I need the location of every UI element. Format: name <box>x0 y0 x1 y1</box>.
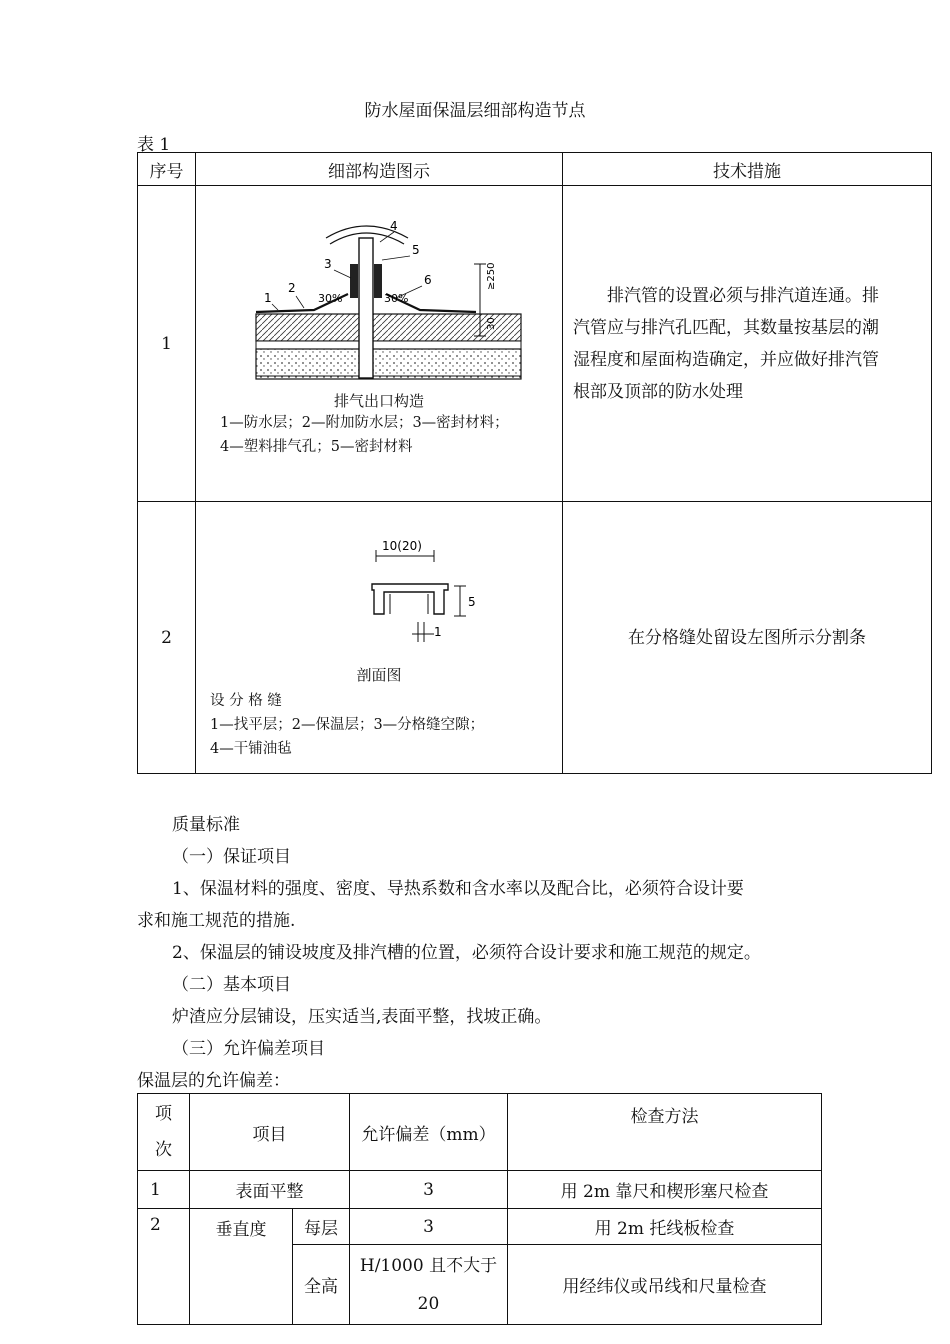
cell-tolerance: 3 <box>350 1209 508 1245</box>
cell-tolerance <box>350 1245 508 1325</box>
cell-subitem: 每层 <box>293 1209 350 1245</box>
document-title: 防水屋面保温层细部构造节点 <box>364 101 586 121</box>
header-method: 检查方法 <box>508 1094 822 1171</box>
dim-thickness: 1 <box>434 625 442 639</box>
tech-line: 湿程度和屋面构造确定，并应做好排汽管 <box>573 349 879 370</box>
callout-3: 3 <box>324 257 332 271</box>
tech-line: 在分格缝处留设左图所示分割条 <box>628 627 866 648</box>
paragraph: 2、保温层的铺设坡度及排汽槽的位置，必须符合设计要求和施工规范的规定。 <box>172 943 761 963</box>
slope-right: 30% <box>384 292 409 305</box>
tolerance-line: H/1000 且不大于 <box>359 1255 498 1276</box>
detail-table <box>137 152 932 774</box>
dim-height: 5 <box>468 595 476 609</box>
diagram-cell <box>196 502 563 774</box>
cell-method: 用 2m 托线板检查 <box>508 1209 822 1245</box>
section-heading: （一）保证项目 <box>172 847 291 867</box>
vent-outlet-diagram <box>196 186 563 388</box>
row-number: 2 <box>138 502 196 774</box>
tech-line: 排汽管的设置必须与排汽道连通。排 <box>607 285 879 306</box>
tolerance-line: 20 <box>417 1293 440 1314</box>
row-number: 1 <box>138 186 196 502</box>
header-tolerance: 允许偏差（mm） <box>350 1094 508 1171</box>
table-label: 表 1 <box>137 135 171 155</box>
legend-line: 4—干铺油毡 <box>210 741 292 757</box>
table-header-row <box>138 153 932 186</box>
cell-item: 表面平整 <box>190 1171 350 1209</box>
joint-section-diagram <box>196 502 563 652</box>
table-row <box>138 1171 822 1209</box>
callout-1: 1 <box>264 291 272 305</box>
cell-subitem: 全高 <box>293 1245 350 1325</box>
legend-line: 4—塑料排气孔；5—密封材料 <box>220 439 413 455</box>
cell-num: 1 <box>138 1171 190 1209</box>
legend-line: 1—防水层；2—附加防水层；3—密封材料； <box>220 415 509 431</box>
tech-measure-cell <box>563 502 932 774</box>
cell-method: 用 2m 靠尺和楔形塞尺检查 <box>508 1171 822 1209</box>
table-row <box>138 186 932 502</box>
quality-heading: 质量标准 <box>172 815 240 835</box>
header-tech: 技术措施 <box>563 153 932 186</box>
header-num-line: 次 <box>155 1140 172 1160</box>
section-heading: （二）基本项目 <box>172 975 291 995</box>
diagram-caption: 剖面图 <box>356 666 402 684</box>
slope-left: 30% <box>318 292 343 305</box>
callout-4: 4 <box>390 219 398 233</box>
diagram-title-line: 设 分 格 缝 <box>210 693 282 709</box>
dim-30: 30 <box>486 317 497 330</box>
table-row <box>138 502 932 774</box>
tolerance-table <box>137 1093 822 1325</box>
diagram-cell <box>196 186 563 502</box>
table-intro: 保温层的允许偏差： <box>137 1071 290 1091</box>
callout-6: 6 <box>424 273 432 287</box>
paragraph: 1、保温材料的强度、密度、导热系数和含水率以及配合比，必须符合设计要 <box>172 879 744 899</box>
legend-line: 1—找平层；2—保温层；3—分格缝空隙； <box>210 717 485 733</box>
tech-line: 汽管应与排汽孔匹配，其数量按基层的潮 <box>573 317 879 338</box>
table-header-row <box>138 1094 822 1171</box>
dim-width: 10(20) <box>382 539 422 553</box>
tech-line: 根部及顶部的防水处理 <box>573 381 743 402</box>
header-item: 项目 <box>190 1094 350 1171</box>
cell-num: 2 <box>138 1209 190 1325</box>
paragraph: 求和施工规范的措施. <box>137 911 296 931</box>
callout-2: 2 <box>288 281 296 295</box>
cell-item: 垂直度 <box>190 1209 293 1325</box>
callout-5: 5 <box>412 243 420 257</box>
header-num-line: 项 <box>155 1104 172 1124</box>
header-num <box>138 1094 190 1171</box>
diagram-caption: 排气出口构造 <box>333 392 424 410</box>
table-row <box>138 1209 822 1245</box>
paragraph: 炉渣应分层铺设，压实适当,表面平整，找坡正确。 <box>172 1007 552 1027</box>
cell-tolerance: 3 <box>350 1171 508 1209</box>
header-diagram: 细部构造图示 <box>196 153 563 186</box>
dim-250: ≥250 <box>486 262 497 290</box>
tech-measure-cell <box>563 186 932 502</box>
cell-method: 用经纬仪或吊线和尺量检查 <box>508 1245 822 1325</box>
section-heading: （三）允许偏差项目 <box>172 1039 325 1059</box>
header-num: 序号 <box>138 153 196 186</box>
